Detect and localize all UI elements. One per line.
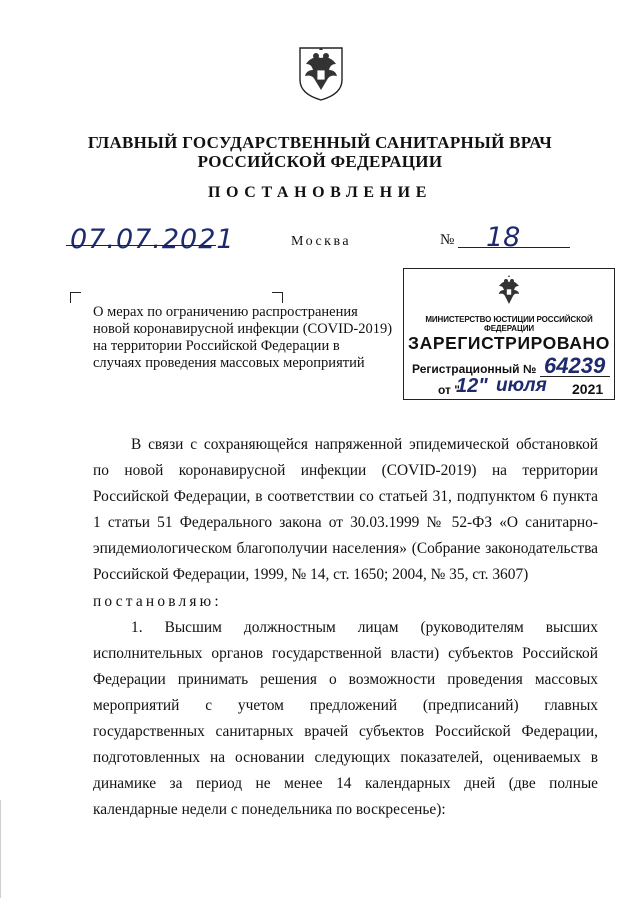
number-label: № [440,232,455,248]
resolve-word: постановляю: [93,592,222,610]
eagle-emblem-icon [494,274,524,310]
stamp-reg-underline [540,376,610,377]
document-type: ПОСТАНОВЛЕНИЕ [208,184,432,201]
document-title [93,304,392,372]
title-line: О мерах по ограничению распространения [93,304,358,320]
stamp-day: 12" [456,375,488,397]
coat-of-arms-icon [296,44,346,102]
registration-stamp [403,268,615,400]
preamble-paragraph: В связи с сохраняющейся напряженной эпидемической обстановкой по новой коронавирусной инфекции (COVID-2019) на территории Российской Федерации, в соответствии со статьей 31, подпунктом 6 пункта 1 статьи 51 Федерального закона от 30.03.1999 № 52-ФЗ «О санитарно-эпидемиологическом благополучии населения» (Собрание законодательства Российской Федерации, 1999, № 14, ст. 1650; 2004, № 35, ст. 3607) [93,436,598,584]
stamp-registered-label: ЗАРЕГИСТРИРОВАНО [408,333,610,353]
title-line: новой коронавирусной инфекции (COVID-2019) [93,321,393,337]
stamp-reg-number-label: Регистрационный № [412,362,537,376]
number-underline [458,247,570,248]
title-line: случаях проведения массовых мероприятий [93,355,365,371]
title-corner-left [70,292,81,303]
city-name: Москва [291,234,352,249]
stamp-ministry-name: МИНИСТЕРСТВО ЮСТИЦИИ РОССИЙСКОЙ ФЕДЕРАЦИИ [425,315,593,333]
org-name-line1: ГЛАВНЫЙ ГОСУДАРСТВЕННЫЙ САНИТАРНЫЙ ВРАЧ [87,133,553,152]
scan-margin-line [0,800,2,898]
title-line: на территории Российской Федерации в [93,338,340,354]
stamp-year: 2021 [572,381,604,397]
org-name-line2: РОССИЙСКОЙ ФЕДЕРАЦИИ [197,152,443,171]
stamp-reg-number: 64239 [544,353,606,378]
document-number: 18 [486,222,521,253]
clause-1-paragraph: 1. Высшим должностным лицам (руководителям высших исполнительных органов государственной власти) субъектов Российской Федерации принимать решения о возможности проведения массовых мероприятий с учетом предложений (предписаний) главных государственных санитарных врачей субъектов Российской Федерации, подготовленных на основании следующих показателей, оцениваемых в динамике за период не менее 14 календарных дней (две полные календарные недели с понедельника по воскресенье): [93,618,598,819]
date-underline [66,245,216,246]
document-date: 07.07.2021 [70,224,235,255]
document-body [93,432,598,823]
stamp-month: июля [496,375,547,396]
title-corner-right [272,292,283,303]
stamp-from-label: от " [438,383,460,397]
